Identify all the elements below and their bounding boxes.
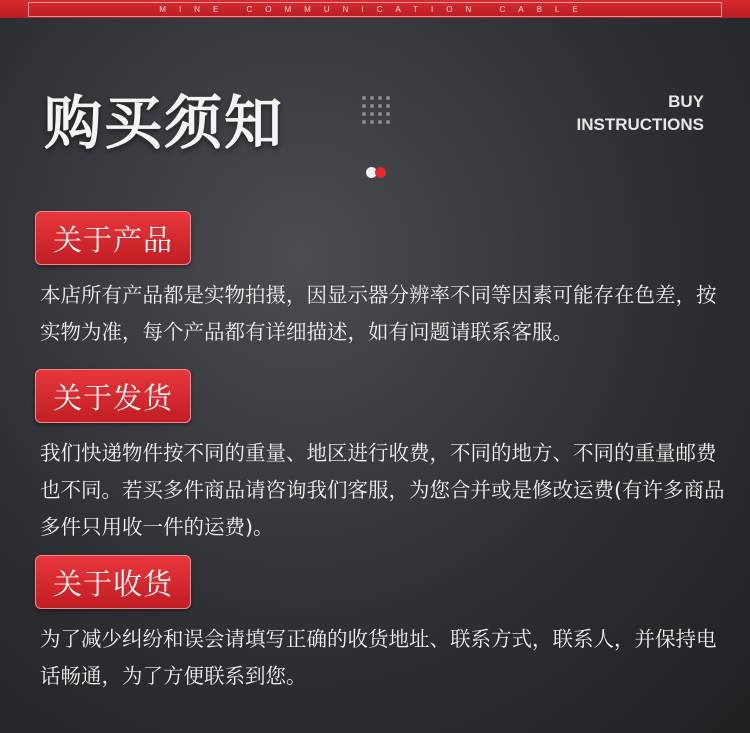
section-tag-label: 关于发货 [52,380,173,415]
section-text-shipping: 我们快递物件按不同的重量、地区进行收费，不同的地方、不同的重量邮费也不同。若买多件商品请咨询我们客服，为您合并或是修改运费(有许多商品多件只用收一件的运费)。 [40,441,725,539]
section-tag-product [35,211,191,265]
section-tag-label: 关于收货 [52,566,173,601]
page-indicator [366,167,386,178]
english-title [577,90,705,136]
section-tag-receiving [35,555,191,609]
english-title-line2: INSTRUCTIONS [576,115,704,134]
section-tag-label: 关于产品 [52,222,173,257]
indicator-dot-red [375,167,386,178]
english-title-line1: BUY [668,92,704,111]
section-text-product: 本店所有产品都是实物拍摄，因显示器分辨率不同等因素可能存在色差，按实物为准，每个产品都有详细描述，如有问题请联系客服。 [40,283,717,344]
section-tag-shipping [35,369,191,423]
top-banner [0,0,750,18]
dot-grid-decoration [362,96,390,124]
top-banner-frame [28,2,722,17]
section-text-receiving: 为了减少纠纷和误会请填写正确的收货地址、联系方式，联系人，并保持电话畅通，为了方便联系到您。 [40,627,717,688]
top-banner-text: MINE COMMUNICATION CABLE [159,5,591,14]
page-title: 购买须知 [44,89,285,157]
